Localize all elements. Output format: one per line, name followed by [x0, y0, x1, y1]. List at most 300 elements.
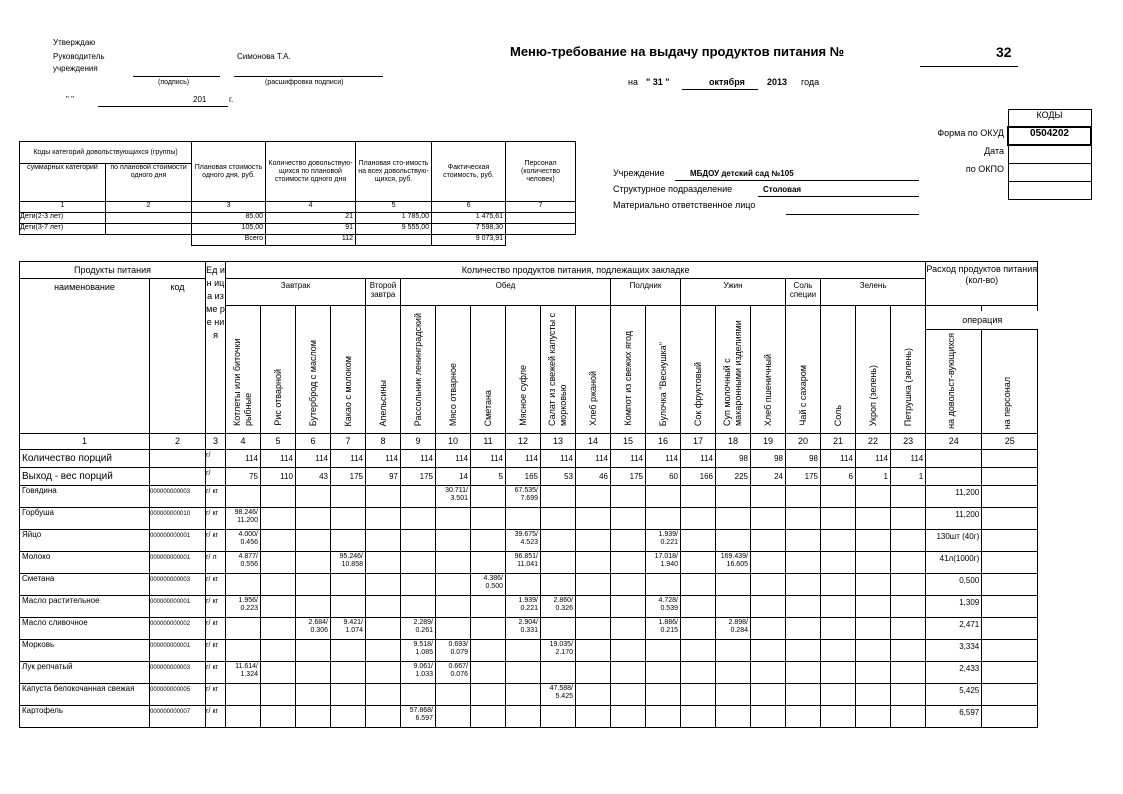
qty-cell: 98: [786, 450, 821, 468]
total-cell: 41л(1000г): [926, 552, 982, 574]
qty-cell: 114: [611, 450, 646, 468]
summary-table: [19, 141, 576, 246]
qty-cell: [366, 684, 401, 706]
qty-cell: [366, 508, 401, 530]
table-row: [20, 450, 1038, 468]
total-cell: 11,200: [926, 508, 982, 530]
qty-cell: [821, 684, 856, 706]
qty-cell: [681, 706, 716, 728]
product-code: 000000000007: [150, 706, 206, 728]
product-name: Количество порций: [20, 450, 150, 468]
staff-cell: [982, 450, 1038, 468]
product-name: Яйцо: [20, 530, 150, 552]
staff-cell: [982, 468, 1038, 486]
qty-cell: 114: [261, 450, 296, 468]
qty-cell: [471, 552, 506, 574]
meal-head: Второй завтра: [366, 279, 401, 306]
qty-cell: [576, 684, 611, 706]
dish-head: [681, 306, 716, 434]
product-name: Сметана: [20, 574, 150, 596]
column-number: 13: [541, 434, 576, 450]
product-code: [150, 468, 206, 486]
total-cell: 3,334: [926, 640, 982, 662]
qty-cell: [751, 508, 786, 530]
qty-cell: [646, 508, 681, 530]
meal-head: Полдник: [611, 279, 681, 306]
dish-head: [331, 306, 366, 434]
date-year-suffix: года: [801, 77, 820, 87]
qty-cell: 98: [751, 450, 786, 468]
qty-cell: [331, 662, 366, 684]
qty-cell: 98: [716, 450, 751, 468]
summary-cell: 1 785,00: [356, 213, 432, 224]
qty-cell: 4.386/ 0.500: [471, 574, 506, 596]
dish-head: [646, 306, 681, 434]
qty-cell: [646, 706, 681, 728]
qty-cell: 1: [856, 468, 891, 486]
qty-cell: [226, 640, 261, 662]
product-name: Выход - вес порций: [20, 468, 150, 486]
summary-col7-head: Персонал (количество человек): [506, 142, 576, 202]
number-line: [920, 66, 1018, 67]
qty-cell: [611, 596, 646, 618]
qty-cell: 95.246/ 10.858: [331, 552, 366, 574]
staff-cell: [982, 640, 1038, 662]
product-name: Молоко: [20, 552, 150, 574]
qty-cell: [226, 618, 261, 640]
qty-cell: [786, 508, 821, 530]
qty-cell: [891, 574, 926, 596]
dish-head: [891, 306, 926, 434]
qty-cell: 225: [716, 468, 751, 486]
unit-value: Столовая: [763, 185, 802, 194]
qty-cell: 114: [856, 450, 891, 468]
qty-head: Количество продуктов питания, подлежащих закладке: [226, 262, 926, 279]
product-code: 000000000003: [150, 662, 206, 684]
qty-cell: [436, 596, 471, 618]
product-unit: г/ кг: [206, 662, 226, 684]
dish-name: Суп молочный с макаронными изделиями: [722, 320, 743, 426]
qty-cell: [401, 684, 436, 706]
qty-cell: [576, 706, 611, 728]
date-day: " 31 ": [646, 77, 670, 87]
qty-cell: [471, 596, 506, 618]
product-code: 000000000001: [150, 530, 206, 552]
product-unit: г/: [206, 468, 226, 486]
table-row: [20, 596, 1038, 618]
qty-cell: [436, 530, 471, 552]
qty-cell: 1.939/ 0.221: [646, 530, 681, 552]
dish-name: Булочка "Веснушка": [657, 341, 668, 426]
date-line: [98, 106, 228, 107]
qty-cell: [401, 574, 436, 596]
qty-cell: [751, 640, 786, 662]
products-table: [19, 261, 1038, 728]
qty-cell: [366, 486, 401, 508]
qty-cell: [296, 552, 331, 574]
column-number: 15: [611, 434, 646, 450]
qty-cell: [891, 662, 926, 684]
column-number: 14: [576, 434, 611, 450]
summary-cell: 21: [266, 213, 356, 224]
qty-cell: [821, 618, 856, 640]
total-cell: 5,425: [926, 684, 982, 706]
qty-cell: 114: [576, 450, 611, 468]
qty-cell: 46: [576, 468, 611, 486]
qty-cell: [401, 596, 436, 618]
qty-cell: 97: [366, 468, 401, 486]
summary-group-head: Коды категорий довольствующихся (группы): [20, 142, 192, 164]
qty-cell: [436, 508, 471, 530]
qty-cell: 114: [366, 450, 401, 468]
column-number: 20: [786, 434, 821, 450]
column-number: 19: [751, 434, 786, 450]
qty-cell: [576, 618, 611, 640]
meal-head: Зелень: [821, 279, 926, 306]
inst-value: МБДОУ детский сад №105: [690, 169, 794, 178]
qty-cell: 175: [401, 468, 436, 486]
summary-total-row: [20, 235, 576, 246]
qty-cell: [821, 706, 856, 728]
qty-cell: [296, 574, 331, 596]
qty-cell: [226, 486, 261, 508]
dish-name: Хлеб пшеничный: [762, 353, 773, 426]
column-number: 8: [366, 434, 401, 450]
qty-cell: [856, 486, 891, 508]
dish-head: [366, 306, 401, 434]
sign-caption: (подпись): [158, 79, 190, 86]
qty-cell: 53: [541, 468, 576, 486]
qty-cell: 30.711/ 3.501: [436, 486, 471, 508]
qty-cell: [436, 574, 471, 596]
date-code-label: Дата: [984, 146, 1004, 156]
dish-head: [716, 306, 751, 434]
dish-head: [401, 306, 436, 434]
dish-name: Сок фруктовый: [692, 361, 703, 426]
qty-cell: [611, 618, 646, 640]
summary-sub2-head: по плановой стоимости одного дня: [106, 164, 192, 202]
qty-cell: [856, 574, 891, 596]
qty-cell: [821, 552, 856, 574]
product-unit: г/ кг: [206, 574, 226, 596]
qty-cell: [541, 574, 576, 596]
qty-cell: [856, 684, 891, 706]
staff-cell: [982, 552, 1038, 574]
qty-cell: [541, 486, 576, 508]
qty-cell: [786, 486, 821, 508]
doc-number: 32: [996, 44, 1012, 60]
qty-cell: 47.588/ 5.425: [541, 684, 576, 706]
staff-cell: [982, 486, 1038, 508]
dish-name: Бутерброд с маслом: [307, 339, 318, 426]
qty-cell: [366, 596, 401, 618]
product-unit: г/ кг: [206, 486, 226, 508]
qty-cell: [681, 618, 716, 640]
qty-cell: [786, 618, 821, 640]
qty-cell: [401, 486, 436, 508]
qty-cell: [786, 684, 821, 706]
qty-cell: 14: [436, 468, 471, 486]
qty-cell: [716, 574, 751, 596]
qty-cell: [261, 574, 296, 596]
qty-cell: [891, 486, 926, 508]
okud-value: 0504202: [1008, 127, 1091, 145]
summary-num: 2: [106, 202, 192, 213]
summary-num: 3: [192, 202, 266, 213]
approval-signer: Симонова Т.А.: [237, 52, 291, 61]
meal-head: Обед: [401, 279, 611, 306]
column-number: 16: [646, 434, 681, 450]
qty-cell: [541, 618, 576, 640]
dish-name: Укроп (зелень): [867, 364, 878, 426]
qty-cell: [296, 662, 331, 684]
decode-line: [234, 76, 383, 77]
summary-cell: 9 555,00: [356, 224, 432, 235]
table-row: [20, 706, 1038, 728]
qty-cell: [611, 574, 646, 596]
column-number: 6: [296, 434, 331, 450]
summary-col4-head: Количество довольствую-щихся по плановой стоимости одного дня: [266, 142, 356, 202]
qty-cell: 24: [751, 468, 786, 486]
qty-cell: [331, 530, 366, 552]
qty-cell: [716, 640, 751, 662]
qty-cell: [261, 640, 296, 662]
qty-cell: [821, 574, 856, 596]
qty-cell: [261, 596, 296, 618]
qty-cell: 0.693/ 0.079: [436, 640, 471, 662]
qty-cell: [681, 574, 716, 596]
column-number: 22: [856, 434, 891, 450]
product-code: 000000000005: [150, 684, 206, 706]
qty-cell: [821, 596, 856, 618]
dish-name: Мясо отварное: [447, 362, 458, 426]
qty-cell: [821, 662, 856, 684]
approval-year-suffix: г.: [229, 95, 234, 104]
qty-cell: [786, 530, 821, 552]
products-head: Продукты питания: [20, 262, 206, 279]
qty-cell: 98.246/ 11.200: [226, 508, 261, 530]
qty-cell: [716, 530, 751, 552]
summary-total-count: 112: [266, 235, 356, 246]
qty-cell: [716, 596, 751, 618]
qty-cell: 6: [821, 468, 856, 486]
product-unit: г/ кг: [206, 596, 226, 618]
qty-cell: [576, 574, 611, 596]
product-unit: г/ кг: [206, 684, 226, 706]
product-code: 000000000001: [150, 640, 206, 662]
qty-cell: 11.614/ 1.324: [226, 662, 261, 684]
person-line: [786, 214, 919, 215]
dish-head: [576, 306, 611, 434]
qty-cell: [296, 530, 331, 552]
qty-cell: [856, 508, 891, 530]
qty-cell: [576, 530, 611, 552]
summary-col6-head: Фактическая стоимость, руб.: [432, 142, 506, 202]
qty-cell: [576, 662, 611, 684]
product-unit: г/: [206, 450, 226, 468]
total-cell: 2,433: [926, 662, 982, 684]
qty-cell: [506, 706, 541, 728]
dish-name: Сметана: [482, 389, 493, 426]
qty-cell: [891, 640, 926, 662]
qty-cell: [891, 618, 926, 640]
qty-cell: [786, 662, 821, 684]
summary-cell: [106, 224, 192, 235]
total-cell: [926, 468, 982, 486]
qty-cell: [751, 706, 786, 728]
qty-cell: [646, 640, 681, 662]
inst-line: [675, 180, 919, 181]
column-number: 1: [20, 434, 150, 450]
dish-head: [856, 306, 891, 434]
qty-cell: 1.939/ 0.221: [506, 596, 541, 618]
summary-cell: 105,00: [192, 224, 266, 235]
column-number: 9: [401, 434, 436, 450]
qty-cell: [821, 530, 856, 552]
qty-cell: 1: [891, 468, 926, 486]
qty-cell: [681, 662, 716, 684]
qty-cell: 114: [646, 450, 681, 468]
qty-cell: [331, 706, 366, 728]
column-number: 17: [681, 434, 716, 450]
qty-cell: 114: [296, 450, 331, 468]
dish-name: Компот из свежих ягод: [622, 331, 633, 426]
date-year: 2013: [767, 77, 788, 87]
qty-cell: [576, 508, 611, 530]
qty-cell: [506, 640, 541, 662]
column-number: 10: [436, 434, 471, 450]
okpo-value: [1008, 164, 1091, 182]
meal-head: Завтрак: [226, 279, 366, 306]
qty-cell: 2.289/ 0.261: [401, 618, 436, 640]
qty-cell: [471, 618, 506, 640]
qty-cell: [261, 662, 296, 684]
expense-col-label: на довольст-вующихся: [946, 333, 957, 429]
product-name: Масло сливочное: [20, 618, 150, 640]
qty-cell: 75: [226, 468, 261, 486]
qty-cell: [331, 508, 366, 530]
qty-cell: 165: [506, 468, 541, 486]
dish-head: [471, 306, 506, 434]
total-cell: 1,309: [926, 596, 982, 618]
summary-total-fact: 9 073,91: [432, 235, 506, 246]
qty-cell: [576, 640, 611, 662]
qty-cell: [471, 684, 506, 706]
qty-cell: [296, 508, 331, 530]
qty-cell: 4.728/ 0.539: [646, 596, 681, 618]
summary-row: [20, 224, 576, 235]
qty-cell: [716, 684, 751, 706]
qty-cell: [541, 508, 576, 530]
table-row: [20, 508, 1038, 530]
qty-cell: 114: [436, 450, 471, 468]
unit-label: Структурное подразделение: [613, 184, 733, 194]
dish-head: [786, 306, 821, 434]
qty-cell: [471, 530, 506, 552]
qty-cell: [331, 684, 366, 706]
table-row: [20, 552, 1038, 574]
summary-num: 4: [266, 202, 356, 213]
okpo-label: по ОКПО: [965, 164, 1004, 174]
approval-title: Утверждаю: [53, 38, 96, 47]
summary-row: [20, 213, 576, 224]
qty-cell: [891, 508, 926, 530]
summary-col5-head: Плановая сто-имость на всех довольствую-щихся, руб.: [356, 142, 432, 202]
qty-cell: [331, 574, 366, 596]
qty-cell: [226, 574, 261, 596]
qty-cell: [436, 684, 471, 706]
qty-cell: 57.868/ 6.597: [401, 706, 436, 728]
qty-cell: [681, 596, 716, 618]
column-number: 7: [331, 434, 366, 450]
dish-head: [751, 306, 786, 434]
table-row: [20, 468, 1038, 486]
qty-cell: [856, 640, 891, 662]
table-row: [20, 486, 1038, 508]
qty-cell: [366, 662, 401, 684]
dish-name: Соль: [832, 404, 843, 426]
qty-cell: 2.898/ 0.284: [716, 618, 751, 640]
date-month: октября: [709, 77, 745, 87]
meal-head: Соль специи: [786, 279, 821, 306]
qty-cell: [646, 684, 681, 706]
qty-cell: 1.886/ 0.215: [646, 618, 681, 640]
meal-head: Ужин: [681, 279, 786, 306]
product-unit: г/ кг: [206, 618, 226, 640]
qty-cell: [541, 552, 576, 574]
product-code: [150, 450, 206, 468]
expense-col-head: [926, 306, 1003, 434]
qty-cell: [261, 508, 296, 530]
qty-cell: 1.956/ 0.223: [226, 596, 261, 618]
qty-cell: 9.518/ 1.085: [401, 640, 436, 662]
qty-cell: [261, 618, 296, 640]
qty-cell: 114: [891, 450, 926, 468]
okud-label: Форма по ОКУД: [937, 128, 1004, 138]
summary-cell: [106, 213, 192, 224]
product-unit: г/ л: [206, 552, 226, 574]
operation-head: операция: [926, 311, 1038, 330]
dish-head: [436, 306, 471, 434]
qty-cell: [471, 706, 506, 728]
person-label: Материально ответственное лицо: [613, 200, 756, 210]
qty-cell: [611, 508, 646, 530]
qty-cell: [541, 662, 576, 684]
qty-cell: [261, 530, 296, 552]
qty-cell: [716, 508, 751, 530]
staff-cell: [982, 684, 1038, 706]
qty-cell: [366, 618, 401, 640]
table-row: [20, 574, 1038, 596]
summary-col3-head: Плановая стоимость одного дня, руб.: [192, 142, 266, 202]
qty-cell: 114: [541, 450, 576, 468]
qty-cell: [856, 706, 891, 728]
qty-cell: 9.061/ 1.033: [401, 662, 436, 684]
qty-cell: 39.675/ 4.523: [506, 530, 541, 552]
total-cell: 11,200: [926, 486, 982, 508]
qty-cell: [401, 552, 436, 574]
unit-line: [758, 196, 919, 197]
qty-cell: [261, 486, 296, 508]
approval-position-2: учреждения: [53, 64, 98, 73]
qty-cell: [891, 596, 926, 618]
qty-cell: [751, 552, 786, 574]
total-cell: 6,597: [926, 706, 982, 728]
qty-cell: [366, 706, 401, 728]
qty-cell: 0.667/ 0.076: [436, 662, 471, 684]
qty-cell: [331, 640, 366, 662]
extra-code-value: [1008, 182, 1091, 200]
